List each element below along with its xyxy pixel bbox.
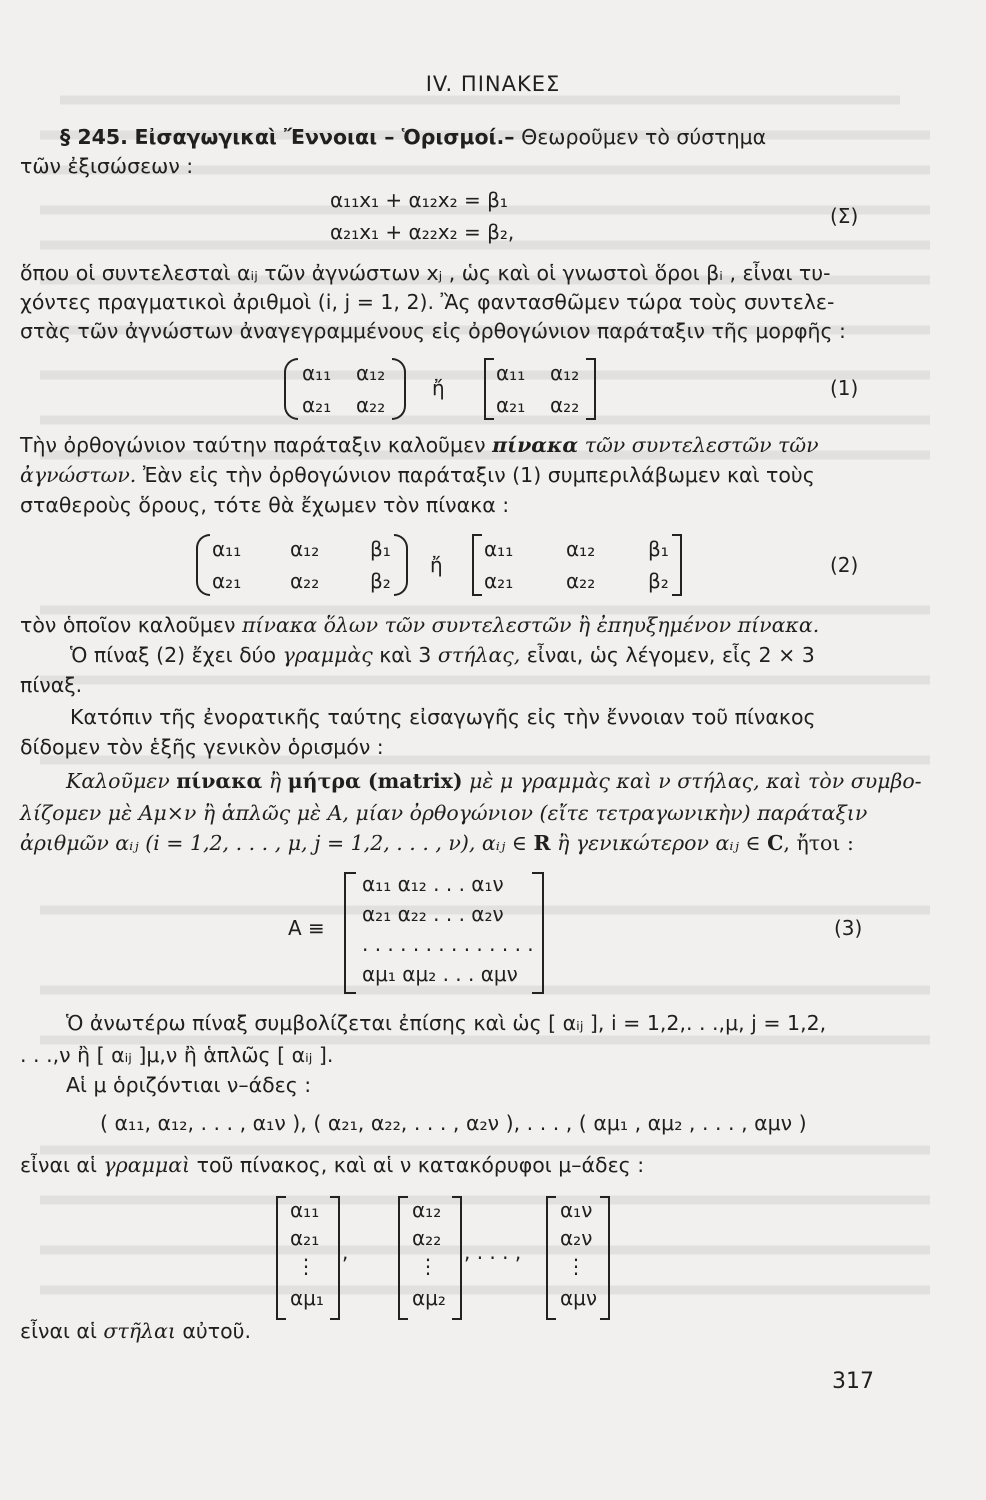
matrix-3-row: αμ₁ αμ₂ . . . αμν xyxy=(362,962,518,986)
section-heading-line xyxy=(60,124,766,150)
page-number: 317 xyxy=(832,1369,874,1394)
column-2-entry: αμ₂ xyxy=(412,1286,446,1310)
text-run: Ὁ πίναξ (2) ἔχει δύο xyxy=(70,643,283,667)
matrix-1b-cell: α₂₁ xyxy=(496,393,526,417)
matrix-3-row: α₁₁ α₁₂ . . . α₁ν xyxy=(362,872,504,896)
matrix-2-left-paren xyxy=(196,534,210,596)
matrix-2-cell: β₁ xyxy=(370,537,391,561)
definition-line-3 xyxy=(20,830,854,856)
row-tuples: ( α₁₁, α₁₂, . . . , α₁ν ), ( α₂₁, α₂₂, . . . , α₂ν ), . . . , ( αμ₁ , αμ₂ , . . . , αμν ) xyxy=(100,1111,807,1135)
text-run: τοῦ πίνακος, καὶ αἱ ν κατακόρυφοι μ–άδες : xyxy=(190,1153,645,1177)
matrix-2-cell: α₂₁ xyxy=(212,569,242,593)
column-3-entry: αμν xyxy=(560,1286,598,1310)
paragraph-4-line-1: Ὁ ἀνωτέρω πίναξ συμβολίζεται ἐπίσης καὶ ὡς [ αᵢⱼ ], i = 1,2,. . .,μ, j = 1,2, xyxy=(66,1011,827,1035)
column-separator: , . . . , xyxy=(464,1240,522,1264)
term-rows: γραμμαὶ xyxy=(103,1153,191,1177)
matrix-3-left-bracket xyxy=(344,872,356,994)
paragraph-2-line-2 xyxy=(20,462,815,488)
system-equation-2: α₂₁x₁ + α₂₂x₂ = β₂, xyxy=(330,220,515,244)
column-2-entry: α₂₂ xyxy=(412,1226,442,1250)
text-run: τῶν συντελεστῶν τῶν xyxy=(578,433,819,457)
paragraph-2-line-3: σταθεροὺς ὅρους, τότε θὰ ἔχωμεν τὸν πίνακα : xyxy=(20,493,510,517)
text-run: πίνακα ὅλων τῶν συντελεστῶν ἢ ἐπηυξημένον πίνακα. xyxy=(241,613,820,637)
text-run: ἀριθμῶν αᵢⱼ (i = 1,2, . . . , μ, j = 1,2, . . . , ν), αᵢⱼ ∈ xyxy=(20,831,534,855)
matrix-3-lhs: A ≡ xyxy=(288,916,325,940)
text-run: ἢ γενικώτερον αᵢⱼ ∈ xyxy=(550,831,768,855)
matrix-1-right-paren xyxy=(392,358,406,420)
matrix-3-row: α₂₁ α₂₂ . . . α₂ν xyxy=(362,902,504,926)
column-3-left-bracket xyxy=(546,1196,556,1320)
text-run: αὐτοῦ. xyxy=(175,1319,252,1343)
paragraph-4-line-4 xyxy=(20,1152,644,1178)
matrix-1b-cell: α₁₁ xyxy=(496,361,526,385)
text-run: Ἐὰν εἰς τὴν ὀρθογώνιον παράταξιν (1) συμπεριλάβωμεν καὶ τοὺς xyxy=(136,463,815,487)
matrix-1-cell: α₁₂ xyxy=(356,361,386,385)
system-label: (Σ) xyxy=(830,204,859,228)
matrix-3-row: . . . . . . . . . . . . . . xyxy=(362,932,534,956)
paragraph-4-line-2: . . .,ν ἢ [ αᵢⱼ ]μ,ν ἢ ἁπλῶς [ αᵢⱼ ]. xyxy=(20,1043,334,1067)
paragraph-3-line-2 xyxy=(70,642,815,668)
column-1-left-bracket xyxy=(276,1196,286,1320)
matrix-2b-right-bracket xyxy=(672,534,682,596)
column-1-entry: α₁₁ xyxy=(290,1198,320,1222)
column-3-right-bracket xyxy=(600,1196,610,1320)
complex-set-symbol: C xyxy=(767,831,784,855)
term-columns: στῆλαι xyxy=(103,1319,176,1343)
matrix-1b-cell: α₁₂ xyxy=(550,361,580,385)
definition-line-2: λίζομεν μὲ Aμ×ν ἢ ἁπλῶς μὲ A, μίαν ὀρθογώνιον (εἴτε τετραγωνικὴν) παράταξιν xyxy=(20,801,868,825)
text-run: , ἤτοι : xyxy=(783,831,854,855)
matrix-1-cell: α₂₂ xyxy=(356,393,386,417)
chapter-title: IV. ΠΙΝΑΚΕΣ xyxy=(425,72,561,96)
matrix-1-cell: α₂₁ xyxy=(302,393,332,417)
text-run: ἀγνώστων. xyxy=(20,463,137,487)
paragraph-3-line-3: πίναξ. xyxy=(20,673,83,697)
text-run: εἶναι αἱ xyxy=(20,1319,104,1343)
paragraph-1-line-1: ὅπου οἱ συντελεσταὶ αᵢⱼ τῶν ἀγνώστων xⱼ , ὡς καὶ οἱ γνωστοὶ ὅροι βᵢ , εἶναι τυ- xyxy=(20,261,831,285)
column-1-entry: α₂₁ xyxy=(290,1226,320,1250)
paragraph-1-line-3: στὰς τῶν ἀγνώστων ἀναγεγραμμένους εἰς ὀρθογώνιον παράταξιν τῆς μορφῆς : xyxy=(20,319,846,343)
column-2-left-bracket xyxy=(398,1196,408,1320)
term-matrix: πίνακα xyxy=(176,769,263,793)
text-run: καὶ 3 xyxy=(372,643,438,667)
definition-line-1 xyxy=(66,768,922,794)
column-1-entry: αμ₁ xyxy=(290,1286,324,1310)
text-run: εἶναι αἱ xyxy=(20,1153,104,1177)
matrix-1b-cell: α₂₂ xyxy=(550,393,580,417)
term-matrix-en: μήτρα (matrix) xyxy=(287,769,463,793)
section-intro: Θεωροῦμεν τὸ σύστημα xyxy=(521,125,767,149)
paragraph-1-line-2: χόντες πραγματικοὶ ἀριθμοὶ (i, j = 1, 2). Ἂς φαντασθῶμεν τώρα τοὺς συντελε- xyxy=(20,290,835,314)
matrix-2b-cell: α₂₂ xyxy=(566,569,596,593)
text-run: ἢ xyxy=(262,769,288,793)
matrix-2b-left-bracket xyxy=(472,534,482,596)
column-2-entry: α₁₂ xyxy=(412,1198,442,1222)
matrix-1-left-paren xyxy=(284,358,298,420)
real-set-symbol: R xyxy=(533,831,551,855)
matrix-2b-cell: α₁₂ xyxy=(566,537,596,561)
paragraph-4-line-3: Αἱ μ ὁριζόντιαι ν–άδες : xyxy=(66,1073,312,1097)
column-1-entry: ⋮ xyxy=(296,1254,316,1278)
matrix-2b-cell: β₂ xyxy=(648,569,669,593)
matrix-1-cell: α₁₁ xyxy=(302,361,332,385)
matrix-2b-cell: α₂₁ xyxy=(484,569,514,593)
matrix-2-cell: α₁₂ xyxy=(290,537,320,561)
matrix-2b-cell: α₁₁ xyxy=(484,537,514,561)
matrix-2-cell: α₂₂ xyxy=(290,569,320,593)
text-run: εἶναι, ὡς λέγομεν, εἷς 2 × 3 xyxy=(520,643,815,667)
matrix-2-or: ἤ xyxy=(430,553,443,577)
text-run: γραμμὰς xyxy=(282,643,373,667)
paragraph-3-line-4: Κατόπιν τῆς ἐνορατικῆς ταύτης εἰσαγωγῆς εἰς τὴν ἔννοιαν τοῦ πίνακος xyxy=(70,705,816,729)
matrix-2-label: (2) xyxy=(830,553,859,577)
text-run: Τὴν ὀρθογώνιον ταύτην παράταξιν καλοῦμεν xyxy=(20,433,493,457)
column-3-entry: α₁ν xyxy=(560,1198,593,1222)
matrix-3-label: (3) xyxy=(834,916,863,940)
paragraph-2-line-1 xyxy=(20,432,819,458)
column-separator: , xyxy=(342,1240,349,1264)
paragraph-3-line-5: δίδομεν τὸν ἑξῆς γενικὸν ὁρισμόν : xyxy=(20,735,384,759)
column-1-right-bracket xyxy=(330,1196,340,1320)
system-equation-1: α₁₁x₁ + α₁₂x₂ = β₁ xyxy=(330,188,508,212)
matrix-1b-left-bracket xyxy=(484,358,494,420)
text-run: μὲ μ γραμμὰς καὶ ν στήλας, καὶ τὸν συμβο- xyxy=(462,769,922,793)
text-run: Καλοῦμεν xyxy=(66,769,177,793)
matrix-1-or: ἤ xyxy=(432,376,445,400)
column-2-entry: ⋮ xyxy=(418,1254,438,1278)
matrix-1b-right-bracket xyxy=(586,358,596,420)
paragraph-3-line-1 xyxy=(20,612,819,638)
matrix-1-label: (1) xyxy=(830,376,859,400)
column-3-entry: α₂ν xyxy=(560,1226,593,1250)
matrix-3-right-bracket xyxy=(532,872,544,994)
term-matrix: πίνακα xyxy=(492,433,579,457)
section-heading: Εἰσαγωγικαὶ Ἔννοιαι – Ὁρισμοί.– xyxy=(134,125,515,149)
matrix-2-cell: α₁₁ xyxy=(212,537,242,561)
paragraph-5 xyxy=(20,1318,251,1344)
matrix-2b-cell: β₁ xyxy=(648,537,669,561)
text-run: στήλας, xyxy=(437,643,521,667)
section-number: § 245. xyxy=(60,125,128,149)
column-3-entry: ⋮ xyxy=(566,1254,586,1278)
column-2-right-bracket xyxy=(452,1196,462,1320)
matrix-2-cell: β₂ xyxy=(370,569,391,593)
matrix-2-right-paren xyxy=(394,534,408,596)
text-run: τὸν ὁποῖον καλοῦμεν xyxy=(20,613,242,637)
intro-line-2: τῶν ἐξισώσεων : xyxy=(20,154,194,178)
